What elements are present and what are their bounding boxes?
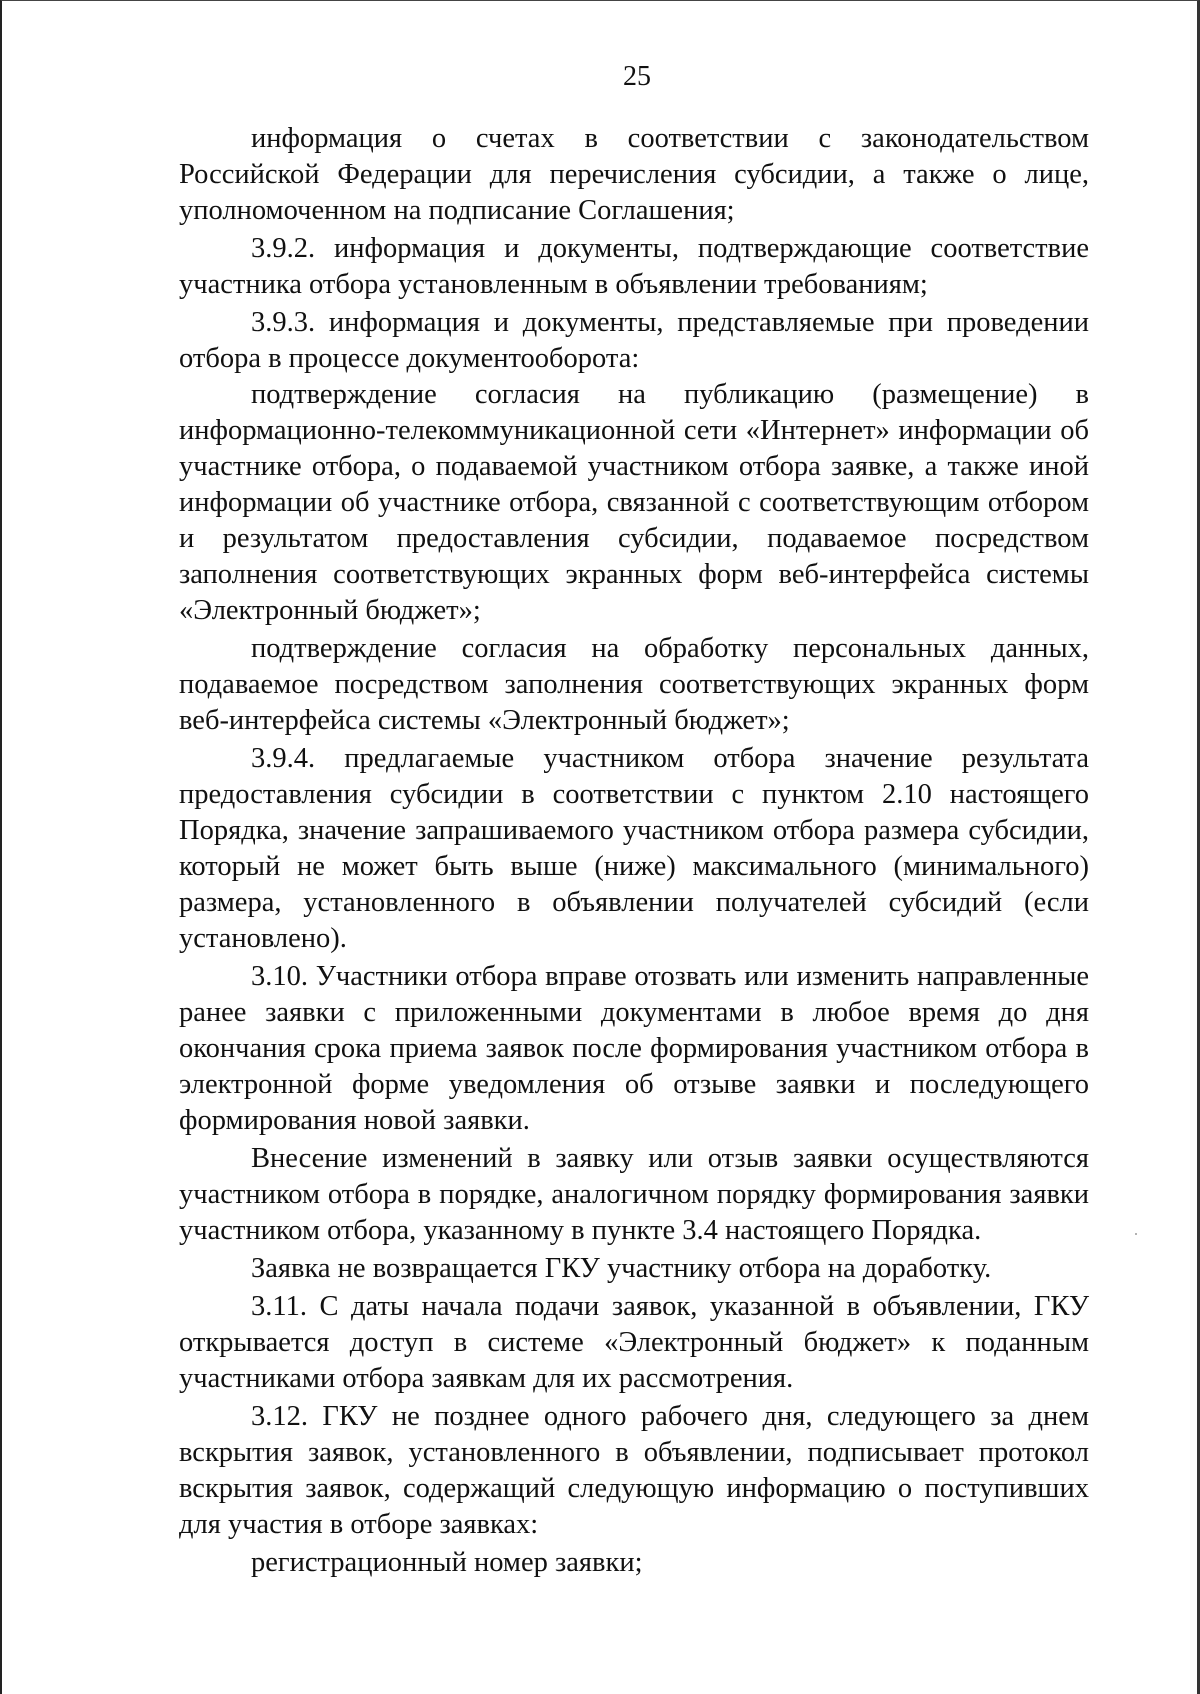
paragraph-amendments: Внесение изменений в заявку или отзыв заявки осуществляются участником отбора в порядке, аналогичном порядку формирования заявки участником отбора, указанному в пункте 3.4 настоящего Порядка. <box>179 1143 1089 1246</box>
paragraph-personal-data-consent: подтверждение согласия на обработку персональных данных, подаваемое посредством заполнения соответствующих экранных форм веб-интерфейса системы «Электронный бюджет»; <box>179 633 1089 736</box>
paragraph-no-return: Заявка не возвращается ГКУ участнику отбора на доработку. <box>251 1253 992 1284</box>
paragraph-3-10: 3.10. Участники отбора вправе отозвать или изменить направленные ранее заявки с приложенными документами в любое время до дня окончания срока приема заявок после формирования участником отбора в электронной форме уведомления об отзыве заявки и последующего формирования новой заявки. <box>179 961 1089 1136</box>
paragraph-registration-number: регистрационный номер заявки; <box>251 1547 643 1578</box>
paragraph-publication-consent: подтверждение согласия на публикацию (размещение) в информационно-телекоммуникационной сети «Интернет» информации об участнике отбора, о подаваемой участником отбора заявке, а также иной информации об участнике отбора, связанной с соответствующим отбором и результатом предоставления субсидии, подаваемое посредством заполнения соответствующих экранных форм веб-интерфейса системы «Электронный бюджет»; <box>179 379 1089 626</box>
paragraph-3-9-2: 3.9.2. информация и документы, подтверждающие соответствие участника отбора установленным в объявлении требованиям; <box>179 233 1089 300</box>
paragraph-3-9-3: 3.9.3. информация и документы, представляемые при проведении отбора в процессе документооборота: <box>179 307 1089 374</box>
page-number: 25 <box>623 61 651 92</box>
paragraph-account-info: информация о счетах в соответствии с законодательством Российской Федерации для перечисления субсидии, а также о лице, уполномоченном на подписание Соглашения; <box>179 123 1089 226</box>
scan-speck <box>1135 1233 1137 1235</box>
paragraph-3-9-4: 3.9.4. предлагаемые участником отбора значение результата предоставления субсидии в соответствии с пунктом 2.10 настоящего Порядка, значение запрашиваемого участником отбора размера субсидии, который не может быть выше (ниже) максимального (минимального) размера, установленного в объявлении получателей субсидий (если установлено). <box>179 743 1089 954</box>
paragraph-3-12: 3.12. ГКУ не позднее одного рабочего дня, следующего за днем вскрытия заявок, установленного в объявлении, подписывает протокол вскрытия заявок, содержащий следующую информацию о поступивших для участия в отборе заявках: <box>179 1401 1089 1540</box>
document-body <box>179 121 1089 1581</box>
paragraph-3-11: 3.11. С даты начала подачи заявок, указанной в объявлении, ГКУ открывается доступ в системе «Электронный бюджет» к поданным участниками отбора заявкам для их рассмотрения. <box>179 1291 1089 1394</box>
